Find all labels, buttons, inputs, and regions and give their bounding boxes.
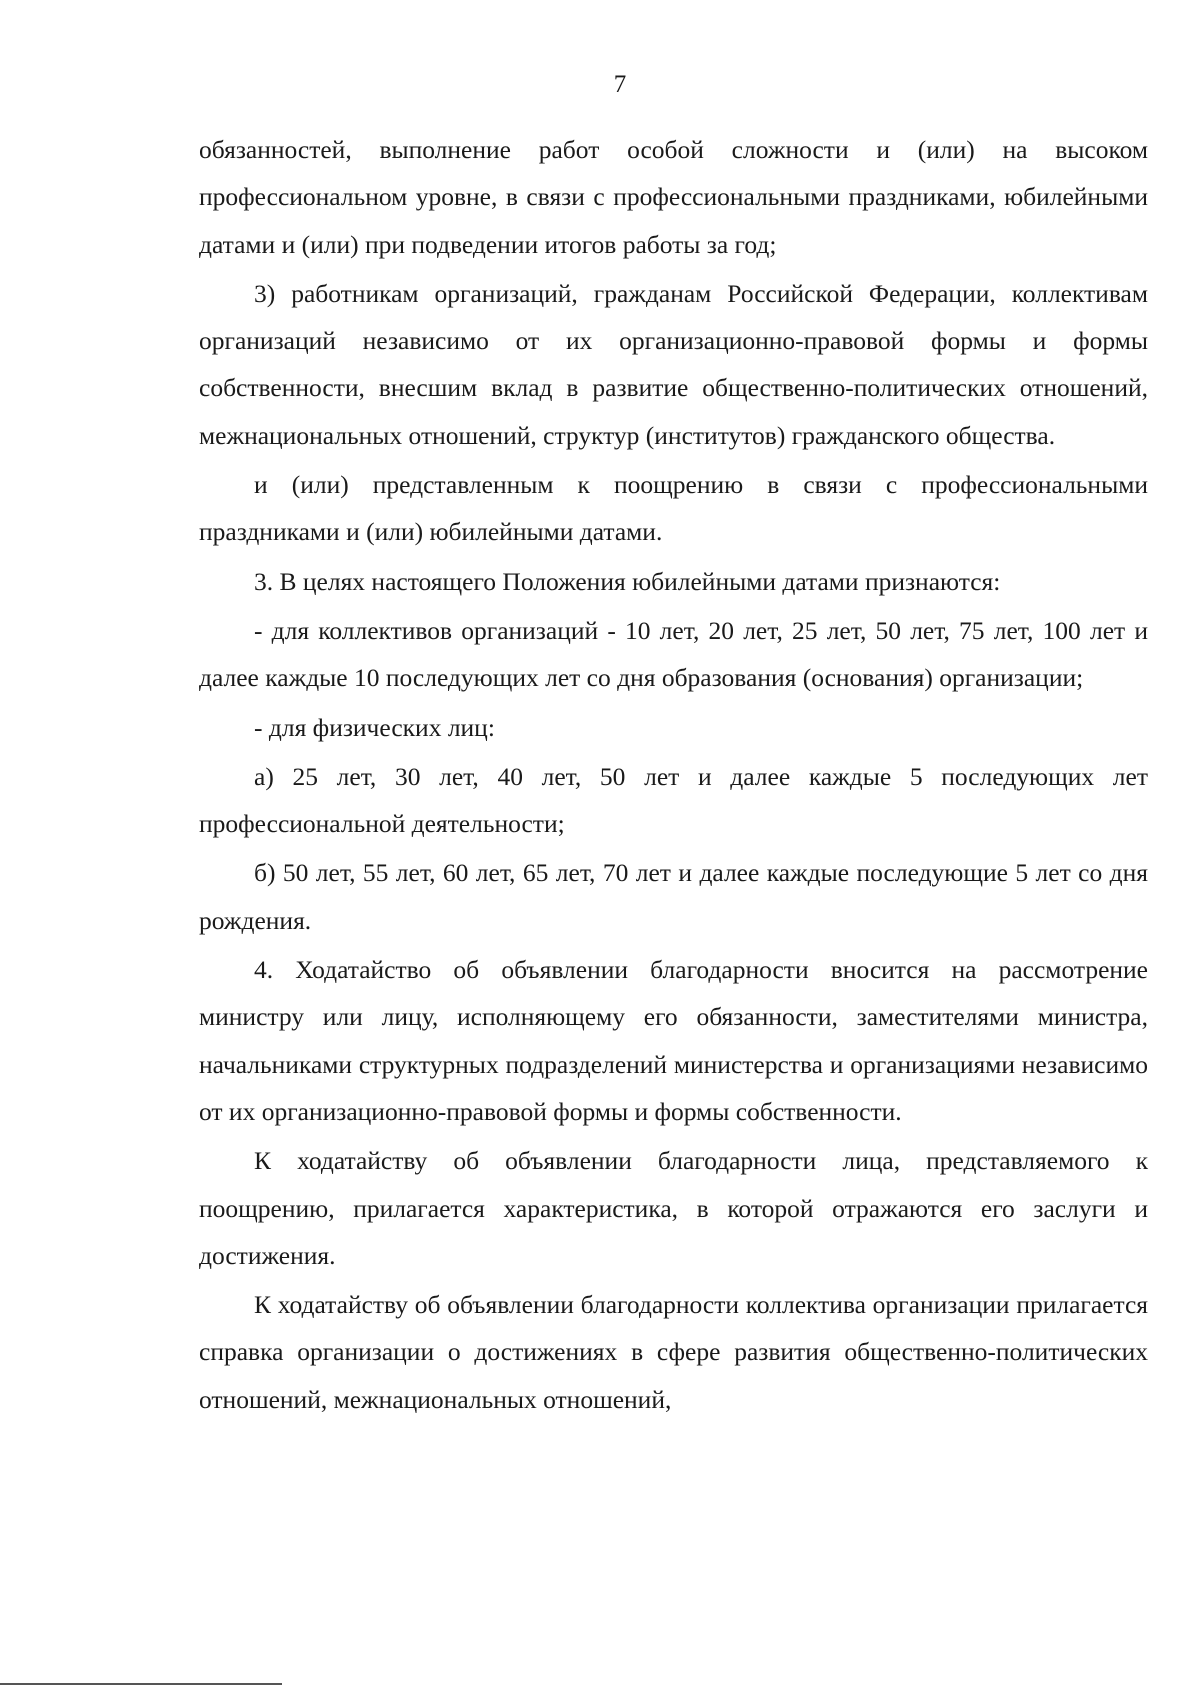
paragraph-collective-petition: К ходатайству об объявлении благодарности коллектива организации прилагается справка организации о достижениях в сфере развития общественно-политических отношений, межнациональных отношений,	[199, 1290, 1148, 1414]
paragraph-section-3: 3. В целях настоящего Положения юбилейными датами признаются:	[254, 566, 1001, 596]
paragraph-collectives-dates: - для коллективов организаций - 10 лет, 20 лет, 25 лет, 50 лет, 75 лет, 100 лет и далее каждые 10 последующих лет со дня образования (основания) организации;	[199, 615, 1148, 693]
paragraph-item-b: б) 50 лет, 55 лет, 60 лет, 65 лет, 70 лет и далее каждые последующие 5 лет со дня рождения.	[199, 858, 1148, 935]
paragraph-item-3: 3) работникам организаций, гражданам Российской Федерации, коллективам организаций независимо от их организационно-правовой формы и формы собственности, внесшим вклад в развитие общественно-политических отношений, межнациональных отношений, структур (институтов) гражданского общества.	[199, 278, 1148, 450]
bottom-scan-line	[0, 1683, 282, 1685]
paragraph-section-4: 4. Ходатайство об объявлении благодарности вносится на рассмотрение министру или лицу, исполняющему его обязанности, заместителями министра, начальниками структурных подразделений министерства и организациями независимо от их организационно-правовой формы и формы собственности.	[199, 955, 1148, 1126]
document-body	[199, 126, 1148, 1425]
paragraph-individuals: - для физических лиц:	[254, 712, 495, 742]
paragraph-and-or: и (или) представленным к поощрению в связи с профессиональными праздниками и (или) юбилейными датами.	[199, 470, 1148, 547]
paragraph-person-petition: К ходатайству об объявлении благодарности лица, представляемого к поощрению, прилагается характеристика, в которой отражаются его заслуги и достижения.	[199, 1146, 1148, 1270]
paragraph-continuation: обязанностей, выполнение работ особой сложности и (или) на высоком профессиональном уровне, в связи с профессиональными праздниками, юбилейными датами и (или) при подведении итогов работы за год;	[199, 135, 1148, 259]
page-number: 7	[613, 71, 627, 98]
paragraph-item-a: а) 25 лет, 30 лет, 40 лет, 50 лет и далее каждые 5 последующих лет профессиональной деятельности;	[199, 761, 1148, 839]
